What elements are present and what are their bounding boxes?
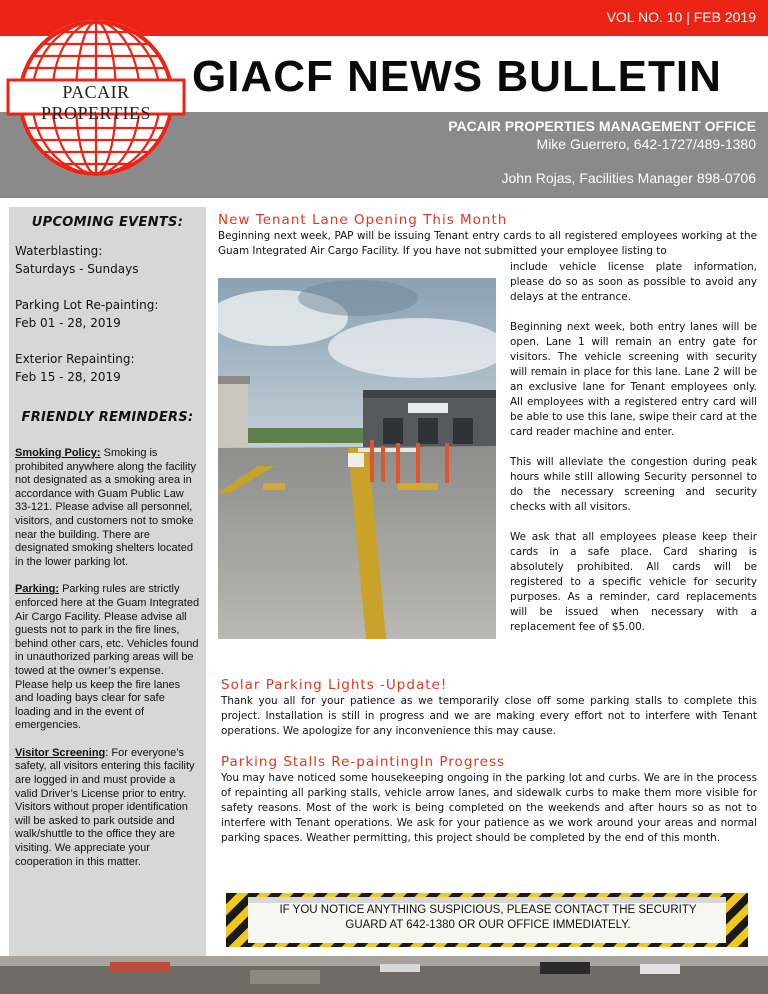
contact-mike: Mike Guerrero, 642-1727/489-1380	[536, 136, 756, 152]
event-name: Exterior Repainting:	[15, 352, 135, 366]
contact-john: John Rojas, Facilities Manager 898-0706	[501, 170, 756, 186]
article-intro: Beginning next week, PAP will be issuing Tenant entry cards to all registered employees working at the Guam Integrated Air Cargo Facility. If you have not submitted your employee listing to	[218, 230, 757, 257]
reminder-text: Parking rules are strictly enforced here at the Guam Integrated Air Cargo Facility. Please advise all guests not to park in the fire lines, behind other cars, etc. Vehicles found in unauthorized parking areas will be towed at the owner’s expense. Please help us keep the fire lanes and loading bays clear for safe loading and in the event of emergencies.	[15, 583, 200, 732]
reminder-key: Parking:	[15, 583, 60, 596]
reminder-text: : For everyone’s safety, all visitors entering this facility are logged in and must provide a valid Driver’s License prior to entry. Visitors without proper identification will be asked to park outside and walk/shuttle to the office they are visiting. We appreciate your cooperation in this matter.	[15, 746, 195, 868]
article-paragraph: include vehicle license plate information, please do so as soon as possible to avoid any delays at the entrance.	[510, 261, 757, 303]
security-notice-text: IF YOU NOTICE ANYTHING SUSPICIOUS, PLEASE CONTACT THE SECURITY GUARD AT 642-1380 OR OUR OFFICE IMMEDIATELY.	[279, 904, 697, 931]
article-tenant-lane	[218, 212, 757, 259]
event-item	[15, 242, 206, 278]
bottom-photo-strip	[0, 956, 768, 994]
article-heading: New Tenant Lane Opening This Month	[218, 212, 508, 228]
event-when: Feb 15 - 28, 2019	[15, 370, 121, 384]
event-item	[15, 296, 206, 332]
logo-text: PACAIR PROPERTIES	[41, 82, 151, 123]
reminder-key: Visitor Screening	[15, 746, 106, 759]
bulletin-title: GIACF NEWS BULLETIN	[192, 52, 722, 101]
article-paragraph: Beginning next week, both entry lanes will be open. Lane 1 will remain an entry gate for visitors. The vehicle screening with security will remain in place for this lane. Lane 2 will be an exclusive lane for Tenant employees only. All employees with a registered entry card will be able to use this lane, swipe their card at the card reader machine and enter.	[510, 321, 757, 438]
event-name: Waterblasting:	[15, 244, 103, 258]
event-when: Saturdays - Sundays	[15, 262, 139, 276]
volume-label: VOL NO. 10 | FEB 2019	[606, 9, 756, 25]
reminder-smoking	[15, 447, 200, 569]
reminder-text: Smoking is prohibited anywhere along the facility not designated as a smoking area in accordance with Guam Public Law 33-121. Please advise all personnel, visitors, and customers not to smoke near the building. There are designated smoking shelters located in the lower parking lot.	[15, 447, 197, 568]
article-body: Thank you all for your patience as we temporarily close off some parking stalls to complete this project. Installation is still in progress and we are making every effort not to interfere with Tenant operations. We apologize for any inconvenience this may cause.	[221, 695, 757, 737]
reminder-visitor	[15, 747, 200, 869]
reminders-list	[15, 447, 200, 869]
events-heading: UPCOMING EVENTS:	[31, 215, 184, 230]
article-heading: Parking Stalls Re-paintingIn Progress	[221, 754, 506, 770]
entry-lane-photo	[218, 278, 496, 639]
reminder-parking	[15, 583, 200, 733]
article-heading: Solar Parking Lights -Update!	[221, 677, 448, 693]
sidebar	[9, 207, 206, 957]
article-solar	[221, 677, 757, 739]
article-body: You may have noticed some housekeeping ongoing in the parking lot and curbs. We are in the process of repainting all parking stalls, vehicle arrow lanes, and sidewalk curbs to make them more visible for safety reasons. Most of the work is being completed on the weekends and after hours so as not to interfere with Tenant operations. We ask for your patience as we work around your areas and normal parking spaces. Weather permitting, this project should be completed by the end of this month.	[221, 772, 757, 844]
reminders-heading: FRIENDLY REMINDERS:	[21, 410, 194, 425]
article-stalls	[221, 754, 757, 846]
event-when: Feb 01 - 28, 2019	[15, 316, 121, 330]
office-contacts	[448, 117, 756, 187]
article-paragraph: We ask that all employees please keep their cards in a safe place. Card sharing is absolutely prohibited. All cards will be registered to a specific vehicle for security purposes. As a reminder, card replacements will be issued when necessary with a replacement fee of $5.00.	[510, 531, 757, 633]
event-name: Parking Lot Re-painting:	[15, 298, 159, 312]
office-name: PACAIR PROPERTIES MANAGEMENT OFFICE	[448, 118, 756, 134]
events-list	[15, 242, 206, 386]
event-item	[15, 350, 206, 386]
article-paragraph: This will alleviate the congestion during peak hours while still allowing Security personnel to do the necessary screening and security checks with all visitors.	[510, 456, 757, 513]
reminder-key: Smoking Policy:	[15, 447, 101, 459]
article-tenant-lane-column	[510, 260, 757, 650]
